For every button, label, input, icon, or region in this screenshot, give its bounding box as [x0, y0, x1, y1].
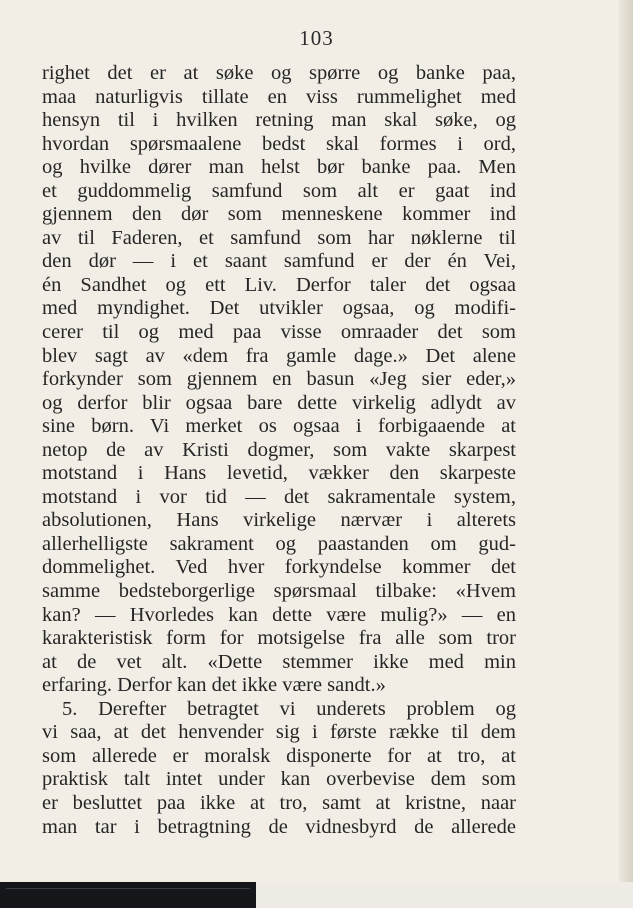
text-line: motstand i vor tid — det sakramentale system, — [42, 485, 516, 508]
text-line: absolutionen, Hans virkelige nærvær i alterets — [42, 509, 516, 532]
text-line: cerer til og med paa visse omraader det som — [42, 321, 516, 344]
text-line: forkynder som gjennem en basun «Jeg sier eder,» — [42, 368, 516, 391]
text-line: og hvilke dører man helst bør banke paa. Men — [42, 156, 516, 179]
text-line: dommelighet. Ved hver forkyndelse kommer det — [42, 556, 516, 579]
section-5-start-line: 5. Derefter betragtet vi underets problem og — [62, 697, 516, 720]
text-line: at de vet alt. «Dette stemmer ikke med min — [42, 650, 516, 673]
text-line: er besluttet paa ikke at tro, samt at kristne, naar — [42, 791, 516, 814]
text-line: allerhelligste sakrament og paastanden om gud- — [42, 532, 516, 555]
text-line: maa naturligvis tillate en viss rummelighet med — [42, 85, 516, 108]
text-line: hvordan spørsmaalene bedst skal formes i ord, — [42, 132, 516, 155]
text-line: som allerede er moralsk disponerte for at tro, at — [42, 744, 516, 767]
text-line: netop de av Kristi dogmer, som vakte skarpest — [42, 438, 516, 461]
text-line: man tar i betragtning de vidnesbyrd de allerede — [42, 815, 516, 838]
text-line: sine børn. Vi merket os ogsaa i forbigaaende at — [42, 415, 516, 438]
text-line: blev sagt av «dem fra gamle dage.» Det alene — [42, 344, 516, 367]
text-line: gjennem den dør som menneskene kommer ind — [42, 203, 516, 226]
paragraph-end-line: erfaring. Derfor kan det ikke være sandt.» — [42, 674, 386, 697]
scan-dark-corner — [0, 882, 256, 908]
page-number: 103 — [299, 26, 334, 50]
text-line: én Sandhet og ett Liv. Derfor taler det ogsaa — [42, 273, 516, 296]
text-line: righet det er at søke og spørre og banke paa, — [42, 62, 516, 84]
text-line: karakteristisk form for motsigelse fra alle som tror — [42, 627, 516, 650]
text-line: den dør — i et saant samfund er der én Vei, — [42, 250, 516, 273]
text-line: samme bedsteborgerlige spørsmaal tilbake: «Hvem — [42, 580, 516, 603]
page-edge — [619, 0, 633, 908]
text-line: av til Faderen, et samfund som har nøklerne til — [42, 226, 516, 249]
text-line: med myndighet. Det utvikler ogsaa, og modifi- — [42, 297, 516, 320]
text-line: kan? — Hvorledes kan dette være mulig?» — en — [42, 603, 516, 626]
text-line: hensyn til i hvilken retning man skal søke, og — [42, 109, 516, 132]
text-line: vi saa, at det henvender sig i første række til dem — [42, 721, 516, 744]
text-line: motstand i Hans levetid, vækker den skarpeste — [42, 462, 516, 485]
body-text — [42, 62, 516, 839]
text-line: praktisk talt intet under kan overbevise dem som — [42, 768, 516, 791]
text-line: et guddommelig samfund som alt er gaat ind — [42, 179, 516, 202]
text-line: og derfor blir ogsaa bare dette virkelig adlydt av — [42, 391, 516, 414]
